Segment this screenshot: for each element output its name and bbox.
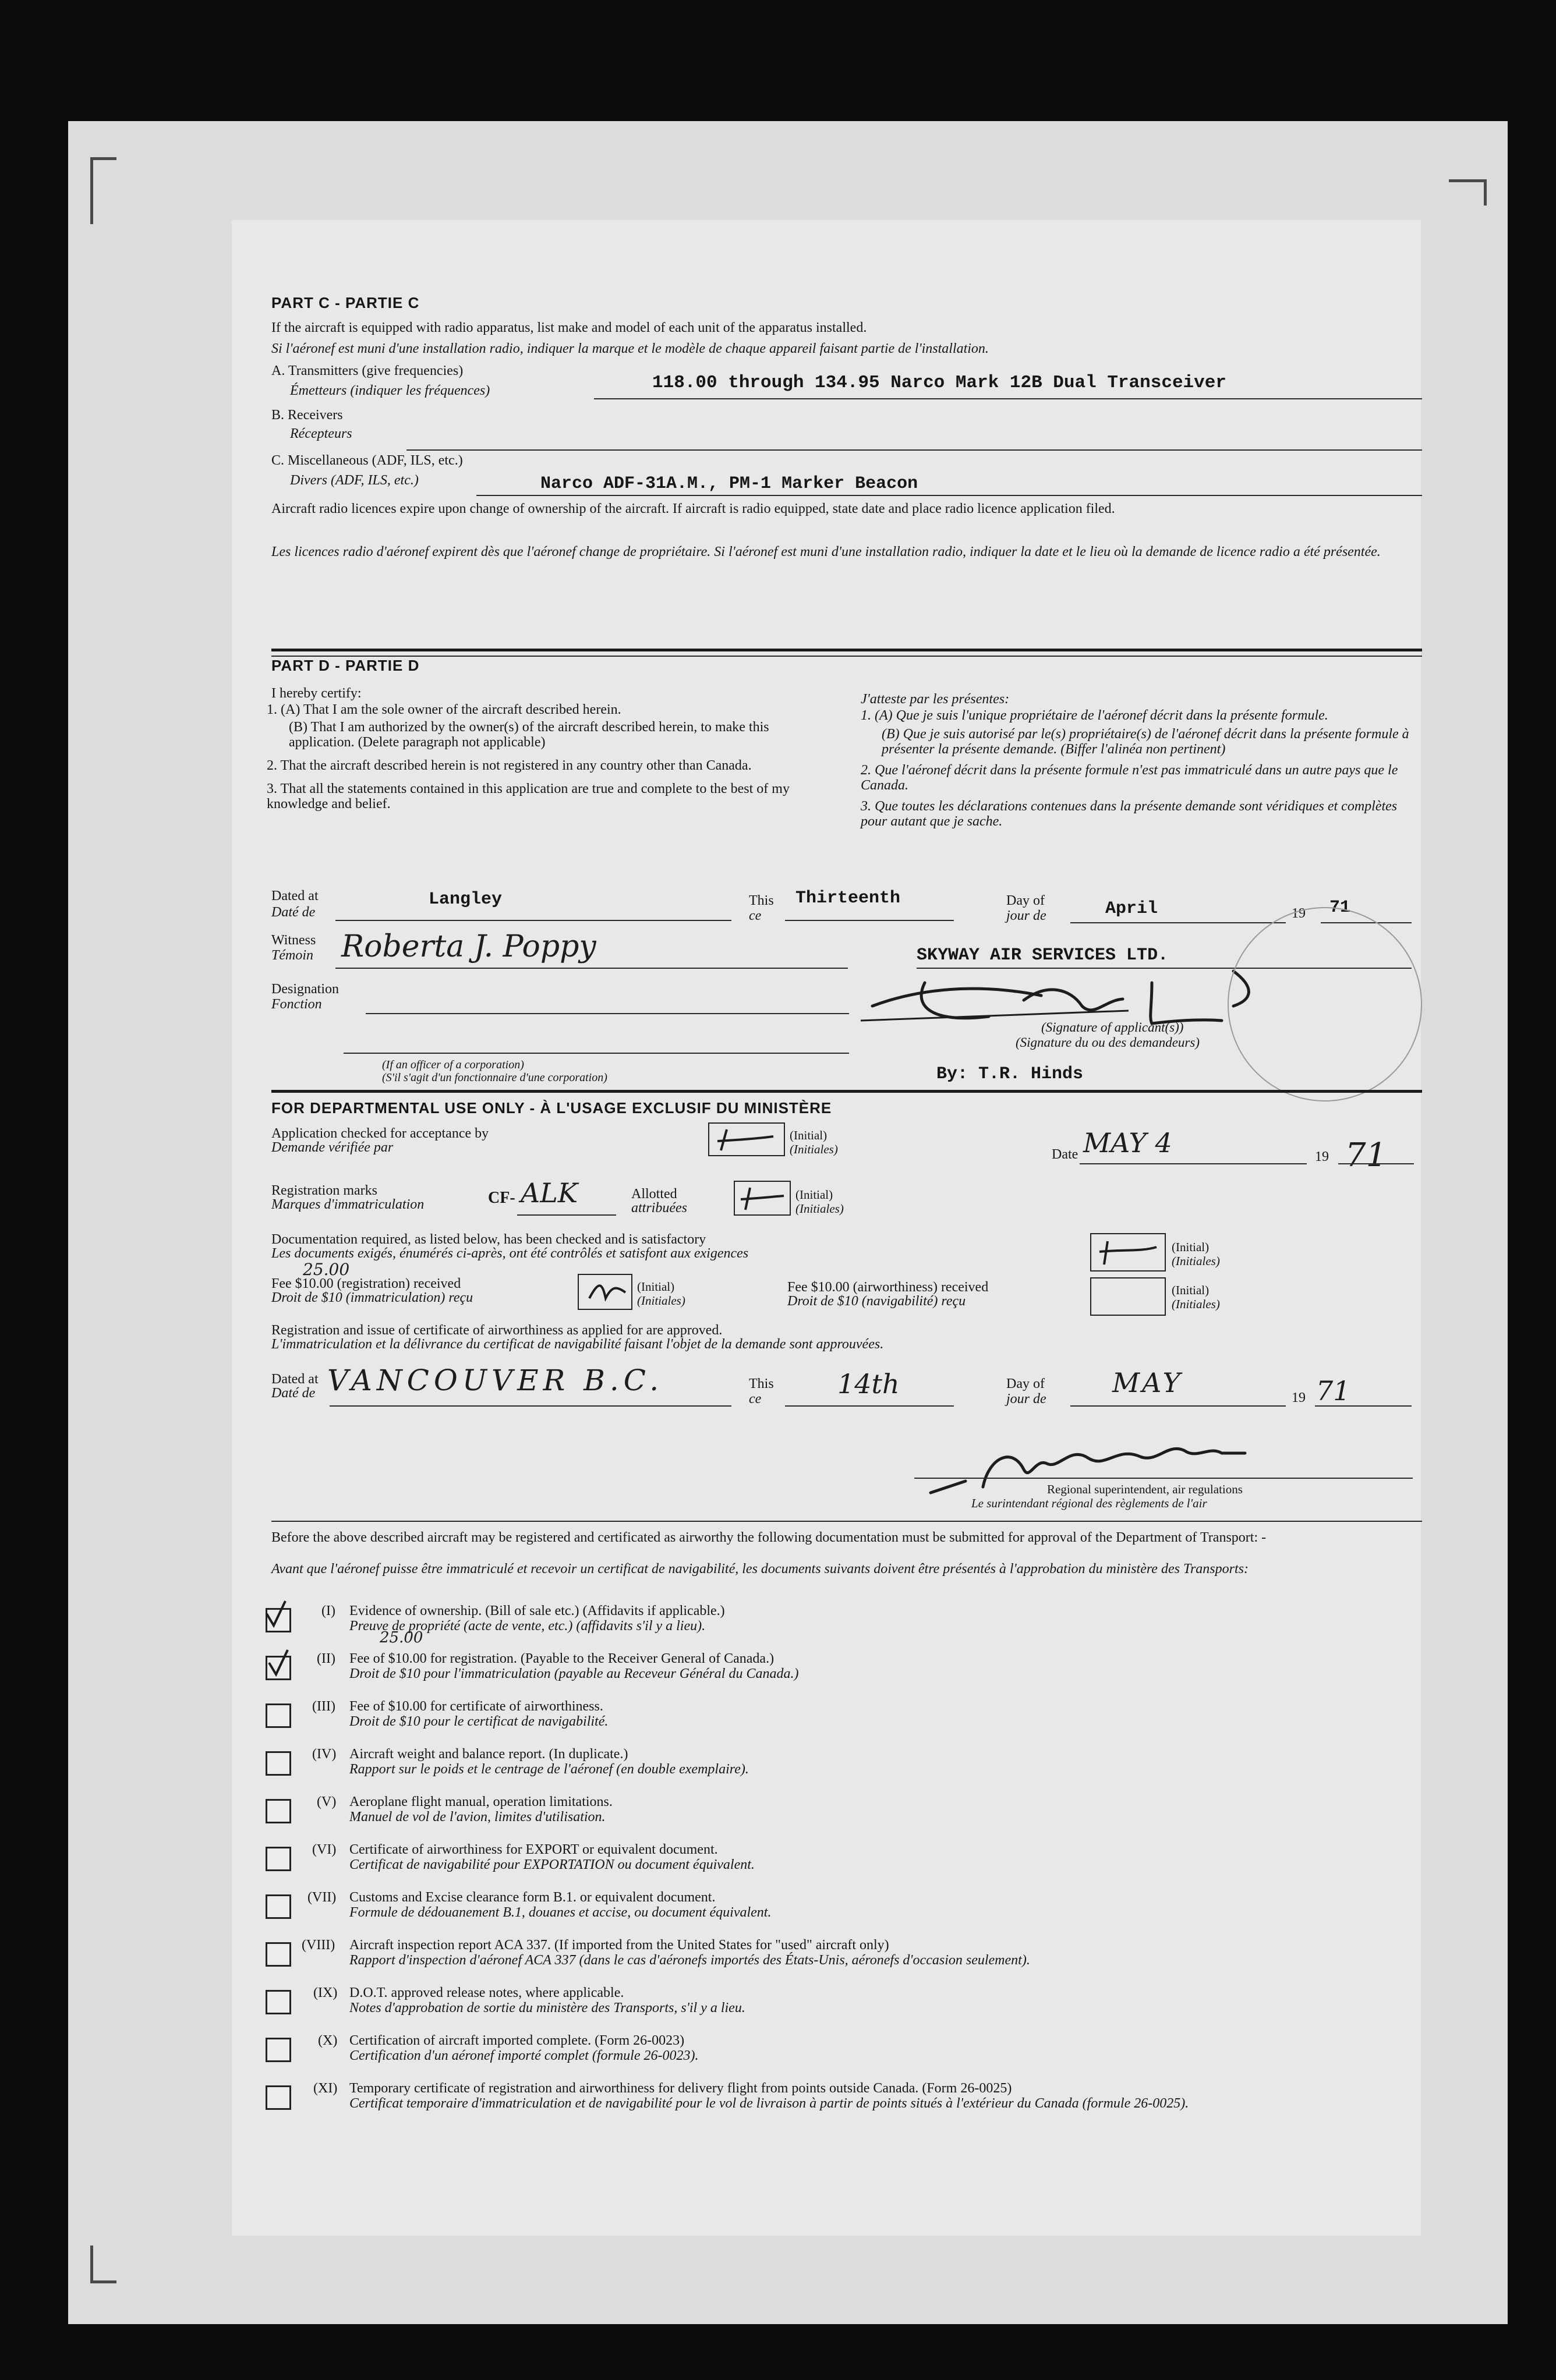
certify-items-en — [267, 702, 814, 812]
approval-dated-value: VANCOUVER B.C. — [327, 1363, 664, 1397]
requirement-fr: Rapport d'inspection d'aéronef ACA 337 (dans le cas d'aéronefs importés des États-Unis, aéronefs d'occasion seulement). — [349, 1953, 1030, 1968]
approval-this-line — [785, 1405, 954, 1407]
marks-value: ALK — [521, 1177, 578, 1209]
company-name: SKYWAY AIR SERVICES LTD. — [917, 945, 1169, 965]
transmitters-value: 118.00 through 134.95 Narco Mark 12B Dual Transceiver — [652, 373, 1226, 393]
signature-label: (Signature of applicant(s)) — [1041, 1020, 1184, 1035]
approval-day-of-line — [1070, 1405, 1286, 1407]
issue-label-fr: L'immatriculation et la délivrance du certificat de navigabilité faisant l'objet de la demande sont approuvées. — [271, 1337, 884, 1352]
dept-year-prefix: 19 — [1315, 1149, 1329, 1164]
allotted-label-fr: attribuées — [631, 1200, 687, 1216]
part-d-rule-thin — [271, 656, 1422, 657]
requirement-en: Fee of $10.00 for registration. (Payable to the Receiver General of Canada.) — [349, 1651, 775, 1666]
list-item — [266, 1601, 1419, 1643]
certify-item-3: 3. That all the statements contained in this application are true and complete to the best of my knowledge and belief. — [267, 781, 790, 812]
part-c-heading: PART C - PARTIE C — [271, 294, 420, 311]
requirement-checkbox[interactable] — [266, 1990, 291, 2014]
witness-label-fr: Témoin — [271, 948, 313, 963]
day-of-value: April — [1105, 899, 1158, 919]
this-value: Thirteenth — [795, 888, 901, 908]
requirement-num: (I) — [321, 1603, 335, 1618]
this-label-fr: ce — [749, 908, 762, 923]
fee-reg-initial-box — [578, 1274, 632, 1310]
fee-air-initial-box — [1090, 1277, 1166, 1316]
part-d-rule — [271, 649, 1422, 651]
requirement-en: Aircraft inspection report ACA 337. (If imported from the United States for "used" aircraft only) — [349, 1938, 889, 1953]
requirement-fr: Certificat de navigabilité pour EXPORTATION ou document équivalent. — [349, 1857, 755, 1872]
dept-year-line — [1338, 1163, 1414, 1164]
licence-note-en: Aircraft radio licences expire upon change of ownership of the aircraft. If aircraft is radio equipped, state date and place radio licence application filed. — [271, 501, 1115, 516]
list-item — [266, 1983, 1419, 2025]
list-item — [266, 1935, 1419, 1977]
initial-mark — [735, 1182, 790, 1214]
allotted-label: Allotted — [631, 1187, 677, 1202]
departmental-heading: FOR DEPARTMENTAL USE ONLY - À L'USAGE EXCLUSIF DU MINISTÈRE — [271, 1099, 832, 1117]
approval-day-of-value: MAY — [1112, 1367, 1183, 1398]
marks-label: Registration marks — [271, 1183, 377, 1198]
departmental-rule — [271, 1090, 1422, 1093]
requirement-en: Customs and Excise clearance form B.1. or equivalent document. — [349, 1890, 716, 1905]
dept-year-value: 71 — [1345, 1136, 1387, 1174]
approval-day-of-label: Day of — [1006, 1376, 1045, 1391]
requirement-en: Certificate of airworthiness for EXPORT or equivalent document. — [349, 1842, 718, 1857]
day-of-label: Day of — [1006, 893, 1045, 908]
form-page — [232, 220, 1421, 2236]
licence-note-fr: Les licences radio d'aéronef expirent dès que l'aéronef change de propriétaire. Si l'aéronef est muni d'une installation radio, indiquer la date et le lieu où la demande de licence radio a été présentée. — [271, 544, 1381, 559]
check-mark-icon — [263, 1648, 298, 1680]
requirement-en: D.O.T. approved release notes, where applicable. — [349, 1985, 624, 2000]
requirement-en: Certification of aircraft imported complete. (Form 26-0023) — [349, 2033, 685, 2048]
misc-label-fr: Divers (ADF, ILS, etc.) — [290, 473, 419, 488]
requirement-fee-handwritten: 25.00 — [380, 1629, 423, 1646]
certify-fr: J'atteste par les présentes: — [861, 692, 1010, 707]
requirement-checkbox[interactable] — [266, 2038, 291, 2062]
list-item — [266, 1629, 1419, 1691]
part-d-heading: PART D - PARTIE D — [271, 657, 420, 674]
requirement-num: (XI) — [313, 2081, 338, 2096]
docs-initial-box — [1090, 1233, 1166, 1272]
initial-mark — [579, 1275, 631, 1309]
requirement-en: Aeroplane flight manual, operation limitations. — [349, 1794, 613, 1809]
certify-item-1b-fr: (B) Que je suis autorisé par le(s) propriétaire(s) de l'aéronef décrit dans la présente formule à présenter la présente demande. (Biffer l'alinéa non pertinent) — [882, 727, 1409, 757]
checked-label: Application checked for acceptance by — [271, 1126, 489, 1141]
requirements-intro-fr: Avant que l'aéronef puisse être immatriculé et recevoir un certificat de navigabilité, les documents suivants doivent être présentés à l'approbation du ministère des Transports: — [271, 1561, 1249, 1577]
receivers-line — [406, 449, 1422, 451]
certify-items-fr — [861, 708, 1420, 829]
requirement-checkbox[interactable] — [266, 1751, 291, 1776]
superintendent-label: Regional superintendent, air regulations — [1047, 1482, 1243, 1496]
date-label: Date — [1052, 1147, 1078, 1162]
transmitters-label: A. Transmitters (give frequencies) — [271, 363, 464, 378]
dated-at-label: Dated at — [271, 888, 319, 904]
checked-initial-box — [708, 1122, 785, 1156]
year-prefix: 19 — [1292, 906, 1306, 921]
requirement-num: (III) — [312, 1699, 335, 1714]
dated-at-label-fr: Daté de — [271, 905, 316, 920]
list-item — [266, 2078, 1419, 2137]
date-line — [1080, 1163, 1307, 1164]
docs-initial-label-fr: (Initiales) — [1172, 1254, 1220, 1268]
day-of-line — [1070, 922, 1286, 923]
officer-line — [344, 1053, 849, 1054]
requirement-num: (II) — [317, 1651, 335, 1666]
approval-this-value: 14th — [837, 1368, 900, 1400]
this-line — [785, 920, 954, 921]
list-item — [266, 1792, 1419, 1834]
by-line: By: T.R. Hinds — [936, 1064, 1084, 1084]
requirement-fr: Certification d'un aéronef importé complet (formule 26-0023). — [349, 2048, 699, 2063]
misc-label: C. Miscellaneous (ADF, ILS, etc.) — [271, 453, 463, 468]
check-mark-icon — [261, 1599, 296, 1631]
docs-label-fr: Les documents exigés, énumérés ci-après, ont été contrôlés et satisfont aux exigences — [271, 1246, 749, 1261]
fee-reg-label: Fee $10.00 (registration) received — [271, 1276, 461, 1291]
approval-dated-label: Dated at — [271, 1372, 319, 1387]
allotted-initial-label-fr: (Initiales) — [795, 1202, 844, 1216]
requirement-checkbox[interactable] — [266, 1894, 291, 1919]
marks-prefix: CF- — [488, 1189, 515, 1207]
requirement-fr: Formule de dédouanement B.1, douanes et accise, ou document équivalent. — [349, 1905, 772, 1920]
approval-year-prefix: 19 — [1292, 1390, 1306, 1405]
requirement-fr: Preuve de propriété (acte de vente, etc.) (affidavits s'il y a lieu). — [349, 1618, 706, 1634]
signature-label-fr: (Signature du ou des demandeurs) — [1016, 1035, 1200, 1050]
requirement-checkbox[interactable] — [266, 2085, 291, 2110]
list-item — [266, 1744, 1419, 1786]
fee-reg-initial-label: (Initial) — [637, 1280, 675, 1294]
requirement-num: (VIII) — [302, 1938, 335, 1953]
date-value: MAY 4 — [1083, 1127, 1172, 1159]
initial-mark — [709, 1124, 784, 1155]
crop-mark — [1449, 179, 1487, 206]
requirement-num: (VI) — [312, 1842, 337, 1857]
approval-dated-line — [330, 1405, 731, 1407]
marks-line — [517, 1214, 616, 1216]
receivers-label-fr: Récepteurs — [290, 426, 352, 441]
list-item — [266, 1697, 1419, 1738]
crop-mark — [90, 2246, 116, 2283]
certify-item-1a-fr: 1. (A) Que je suis l'unique propriétaire de l'aéronef décrit dans la présente formule. — [861, 708, 1328, 723]
superintendent-line — [914, 1478, 1413, 1479]
requirements-rule — [271, 1521, 1422, 1522]
fee-air-label-fr: Droit de $10 (navigabilité) reçu — [787, 1294, 966, 1309]
misc-value: Narco ADF-31A.M., PM-1 Marker Beacon — [540, 474, 918, 494]
day-of-label-fr: jour de — [1006, 908, 1046, 923]
list-item — [266, 1840, 1419, 1882]
certify-item-1a: 1. (A) That I am the sole owner of the aircraft described herein. — [267, 702, 621, 717]
fee-air-label: Fee $10.00 (airworthiness) received — [787, 1280, 989, 1295]
docs-label: Documentation required, as listed below, has been checked and is satisfactory — [271, 1232, 706, 1247]
requirement-checkbox[interactable] — [266, 1799, 291, 1823]
embossed-seal — [1228, 907, 1422, 1102]
designation-label-fr: Fonction — [271, 997, 322, 1012]
docs-initial-label: (Initial) — [1172, 1240, 1210, 1254]
officer-note-fr: (S'il s'agit d'un fonctionnaire d'une corporation) — [382, 1071, 607, 1084]
transmitters-line — [594, 398, 1422, 399]
allotted-initial-label: (Initial) — [795, 1188, 833, 1202]
requirement-num: (VII) — [307, 1890, 337, 1905]
designation-label: Designation — [271, 982, 339, 997]
this-label: This — [749, 893, 774, 908]
misc-line — [476, 495, 1422, 496]
issue-label: Registration and issue of certificate of airworthiness as applied for are approved. — [271, 1323, 723, 1338]
dated-at-value: Langley — [429, 890, 503, 909]
requirement-fr: Droit de $10 pour le certificat de navigabilité. — [349, 1714, 609, 1729]
certify-item-1b: (B) That I am authorized by the owner(s) of the aircraft described herein, to make this application. (Delete paragraph not applicable) — [289, 720, 769, 750]
certify-en: I hereby certify: — [271, 686, 362, 701]
requirement-checkbox[interactable] — [266, 1847, 291, 1871]
approval-dated-label-fr: Daté de — [271, 1386, 316, 1401]
requirement-num: (V) — [317, 1794, 337, 1809]
requirement-num: (IX) — [313, 1985, 338, 2000]
approval-this-label-fr: ce — [749, 1391, 762, 1407]
certify-item-2: 2. That the aircraft described herein is not registered in any country other than Canada. — [267, 758, 752, 773]
allotted-initial-box — [734, 1181, 791, 1216]
witness-signature: Roberta J. Poppy — [341, 929, 596, 964]
requirements-intro: Before the above described aircraft may be registered and certificated as airworthy the following documentation must be submitted for approval of the Department of Transport: - — [271, 1530, 1267, 1545]
designation-line — [366, 1013, 849, 1014]
requirement-fr: Manuel de vol de l'avion, limites d'utilisation. — [349, 1809, 606, 1825]
superintendent-label-fr: Le surintendant régional des règlements de l'air — [971, 1496, 1207, 1510]
requirement-fr: Certificat temporaire d'immatriculation et de navigabilité pour le vol de livraison à partir de points situés à l'extérieur du Canada (formule 26-0025). — [349, 2096, 1189, 2111]
fee-air-initial-label-fr: (Initiales) — [1172, 1297, 1220, 1311]
approval-day-of-label-fr: jour de — [1006, 1391, 1046, 1407]
witness-line — [335, 968, 848, 969]
list-item — [266, 2031, 1419, 2073]
part-c-intro-fr: Si l'aéronef est muni d'une installation radio, indiquer la marque et le modèle de chaque appareil faisant partie de l'installation. — [271, 341, 989, 356]
initial-label: (Initial) — [790, 1128, 827, 1142]
requirement-checkbox[interactable] — [266, 1703, 291, 1728]
witness-label: Witness — [271, 933, 316, 948]
approval-year-value: 71 — [1316, 1375, 1350, 1407]
requirement-checkbox[interactable] — [266, 1942, 291, 1967]
list-item — [266, 1887, 1419, 1929]
requirement-en: Aircraft weight and balance report. (In duplicate.) — [349, 1747, 628, 1762]
approval-year-line — [1315, 1405, 1412, 1407]
certify-item-3-fr: 3. Que toutes les déclarations contenues dans la présente demande sont véridiques et complètes pour autant que je sache. — [861, 799, 1398, 829]
requirement-en: Temporary certificate of registration and airworthiness for delivery flight from points outside Canada. (Form 26-0025) — [349, 2081, 1012, 2096]
marks-label-fr: Marques d'immatriculation — [271, 1197, 425, 1212]
officer-note: (If an officer of a corporation) — [382, 1058, 524, 1071]
receivers-label: B. Receivers — [271, 408, 343, 423]
fee-handwritten: 25.00 — [303, 1260, 350, 1279]
dated-at-line — [335, 920, 731, 921]
part-c-intro-en: If the aircraft is equipped with radio apparatus, list make and model of each unit of the apparatus installed. — [271, 320, 867, 335]
fee-reg-initial-label-fr: (Initiales) — [637, 1294, 685, 1308]
certify-item-2-fr: 2. Que l'aéronef décrit dans la présente formule n'est pas immatriculé dans un autre pays que le Canada. — [861, 763, 1398, 793]
requirement-fr: Notes d'approbation de sortie du ministère des Transports, s'il y a lieu. — [349, 2000, 745, 2016]
initial-mark — [1091, 1234, 1165, 1270]
requirement-num: (X) — [318, 2033, 338, 2048]
transmitters-label-fr: Émetteurs (indiquer les fréquences) — [290, 383, 490, 398]
checked-label-fr: Demande vérifiée par — [271, 1140, 394, 1155]
fee-air-initial-label: (Initial) — [1172, 1283, 1210, 1297]
requirement-fr: Rapport sur le poids et le centrage de l'aéronef (en double exemplaire). — [349, 1762, 749, 1777]
fee-reg-label-fr: Droit de $10 (immatriculation) reçu — [271, 1290, 473, 1305]
requirement-en: Fee of $10.00 for certificate of airworthiness. — [349, 1699, 603, 1714]
requirement-en: Evidence of ownership. (Bill of sale etc.) (Affidavits if applicable.) — [349, 1603, 725, 1618]
year-value: 71 — [1329, 898, 1351, 918]
initial-label-fr: (Initiales) — [790, 1142, 838, 1156]
requirement-fr: Droit de $10 pour l'immatriculation (payable au Receveur Général du Canada.) — [349, 1666, 799, 1681]
requirement-num: (IV) — [312, 1747, 337, 1762]
crop-mark — [90, 157, 116, 224]
approval-this-label: This — [749, 1376, 774, 1391]
